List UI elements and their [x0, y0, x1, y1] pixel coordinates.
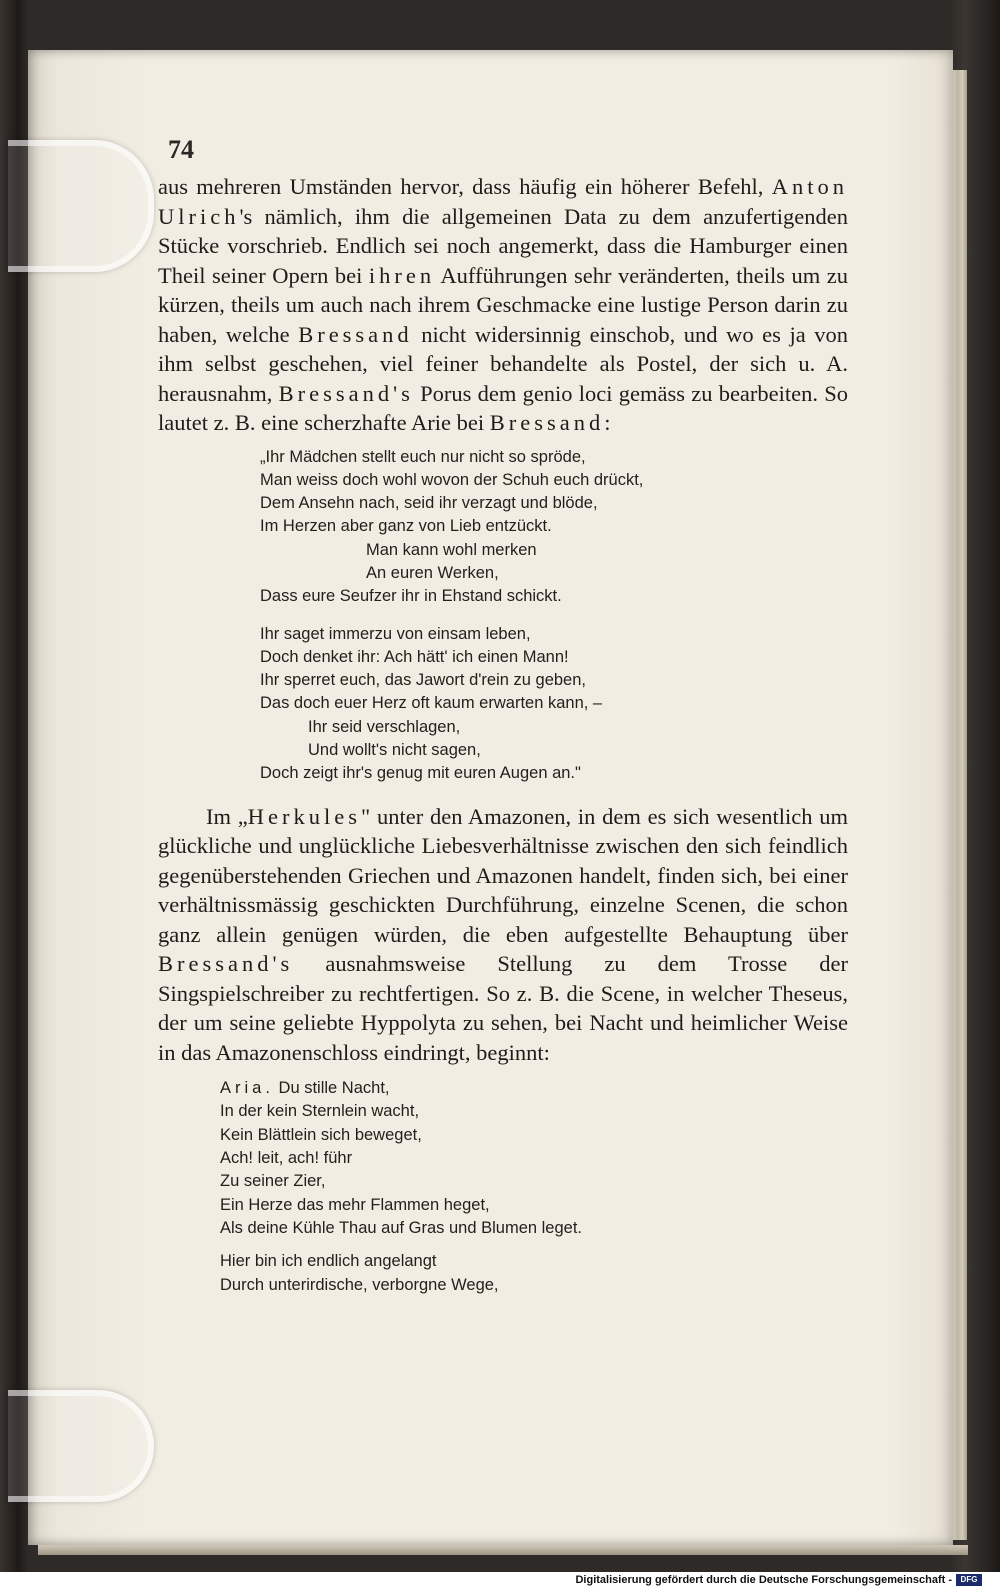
- spaced-name: Bressand: [298, 321, 413, 347]
- poem-line: Und wollt's nicht sagen,: [308, 741, 481, 760]
- page-edge-bottom: [38, 1545, 968, 1555]
- poem-stanza-2: [158, 623, 848, 786]
- poem-line: Hier bin ich endlich angelangt: [220, 1252, 437, 1271]
- poem-line: Im Herzen aber ganz von Lieb entzückt.: [260, 517, 552, 536]
- footer-credit: Digitalisierung gefördert durch die Deutsche Forschungsgemeinschaft -: [575, 1574, 952, 1586]
- poem-stanza-4: [158, 1250, 848, 1297]
- footer-bar: [0, 1572, 1000, 1589]
- poem-line: Das doch euer Herz oft kaum erwarten kann, –: [260, 694, 603, 713]
- poem-line: Zu seiner Zier,: [220, 1172, 326, 1191]
- poem-line: An euren Werken,: [366, 563, 499, 582]
- spaced-name: Bressand's: [278, 380, 414, 406]
- poem-line: Ihr sperret euch, das Jawort d'rein zu geben,: [260, 671, 586, 690]
- poem-line: Dem Ansehn nach, seid ihr verzagt und blöde,: [260, 494, 598, 513]
- dfg-logo: DFG: [956, 1574, 982, 1586]
- text-run: aus mehreren Umständen hervor, dass häufig ein höherer Befehl,: [158, 174, 772, 199]
- text-run: 's nämlich, ihm die allgemeinen Data zu dem anzufertigenden Stücke vorschrieb. Endlich sei noch angemerkt, dass die Hamburger einen Theil seiner Opern bei: [158, 203, 848, 288]
- aria-heading: [220, 1077, 848, 1100]
- poem-line: Doch denket ihr: Ach hätt' ich einen Mann!: [260, 647, 569, 666]
- spaced-name: Bressand's: [158, 951, 294, 977]
- spaced-name: ihren: [368, 262, 436, 288]
- page-body: [158, 172, 848, 1297]
- poem-line: Doch zeigt ihr's genug mit euren Augen an.": [260, 764, 581, 783]
- page-number: 74: [168, 135, 194, 164]
- text-run: " unter den Amazonen, in dem es sich wesentlich um glückliche und unglückliche Liebesverhältnisse zwischen den sich feindlich gegenüberstehenden Griechen und Amazonen handelt, finden sich, bei einer verhältnissmässig geschickten Durchführung, einzelne Scenen, die schon ganz allein genügen würden, die eben aufgestellte Behauptung über: [158, 803, 848, 947]
- poem-line: Ein Herze das mehr Flammen heget,: [220, 1195, 490, 1214]
- poem-line: Durch unterirdische, verborgne Wege,: [220, 1275, 499, 1294]
- poem-line: Ach! leit, ach! führ: [220, 1149, 353, 1168]
- poem-line: Man weiss doch wohl wovon der Schuh euch drückt,: [260, 470, 644, 489]
- text-run: Im „: [206, 803, 248, 829]
- page-clip-bottom: [8, 1390, 154, 1502]
- poem-line: Ihr seid verschlagen,: [308, 717, 461, 736]
- text-run: nicht widersinnig einschob, und wo es ja von ihm selbst geschehen, viel feiner behandelte als Postel, der sich u. A. herausnahm,: [158, 321, 848, 406]
- text-run: Aufführungen sehr veränderten, theils um zu kürzen, theils um auch nach ihrem Geschmacke eine lustige Person darin zu haben, welche: [158, 262, 848, 347]
- text-run: ausnahmsweise Stellung zu dem Trosse der Singspielschreiber zu rechtfertigen. So z. B. die Scene, in welcher Theseus, der um seine geliebte Hyppolyta zu sehen, bei Nacht und heimlicher Weise in das Amazonenschloss eindringt, beginnt:: [158, 951, 848, 1065]
- poem-line: Kein Blättlein sich beweget,: [220, 1125, 422, 1144]
- page-clip-top: [8, 140, 154, 272]
- poem-line: In der kein Sternlein wacht,: [220, 1102, 420, 1121]
- poem-line: Als deine Kühle Thau auf Gras und Blumen leget.: [220, 1218, 583, 1237]
- poem-stanza-1: [158, 446, 848, 609]
- text-run: Porus dem genio loci gemäss zu bearbeiten. So lautet z. B. eine scherzhafte Arie bei: [158, 380, 849, 435]
- aria-label: Aria.: [220, 1079, 274, 1098]
- paragraph-2: [158, 802, 848, 1068]
- poem-line: Dass eure Seufzer ihr in Ehstand schickt.: [260, 587, 562, 606]
- poem-line: Ihr saget immerzu von einsam leben,: [260, 624, 531, 643]
- spaced-name: Anton Ulrich: [158, 174, 848, 229]
- paragraph-1: [158, 172, 848, 438]
- page-edge-right: [953, 70, 967, 1540]
- spaced-name: Bressand:: [489, 410, 615, 435]
- poem-line: Man kann wohl merken: [366, 540, 537, 559]
- aria-first-line: Du stille Nacht,: [278, 1079, 390, 1098]
- spaced-name: Herkules: [247, 803, 361, 829]
- poem-stanza-3: [158, 1100, 848, 1240]
- poem-line: „Ihr Mädchen stellt euch nur nicht so spröde,: [260, 447, 586, 466]
